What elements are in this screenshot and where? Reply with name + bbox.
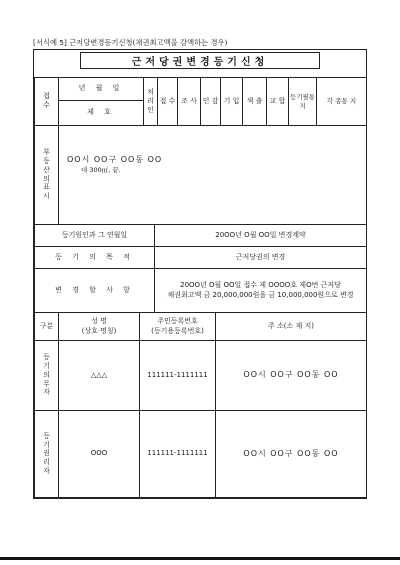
col-various-notice: 각 종통 지	[317, 78, 367, 126]
property-address: OO시 OO구 OO동 OO	[67, 155, 163, 164]
property-label: 부동산의표시	[35, 126, 59, 225]
matter-label: 변 경 할 사 항	[35, 269, 155, 313]
col-index: 색 출	[243, 78, 267, 126]
cause-value: 20OO년 O월 OO일 변경계약	[155, 225, 367, 247]
receipt-table	[34, 77, 367, 126]
obligor-address: OO시 OO구 OO동 OO	[216, 341, 367, 411]
matter-line-2: 채권최고액 금 20,000,000원을 금 10,000,000원으로 변경	[167, 290, 354, 299]
form-caption: [서식예 5] 근저당변경등기신청(채권최고액을 감액하는 경우)	[33, 38, 228, 47]
header-name: 성 명	[91, 317, 107, 326]
matter-line-1: 20OO년 O월 OO일 접수 제 OOOO호 제O번 근저당	[180, 281, 341, 290]
receipt-number: 제 호	[59, 101, 144, 126]
holder-id: 111111-1111111	[140, 411, 216, 498]
purpose-label: 등 기 의 목 적	[35, 247, 155, 269]
receipt-date: 년 월 일	[59, 78, 144, 101]
col-inspect: 조 사	[178, 78, 201, 126]
col-completion-notice: 등기필통지	[289, 78, 317, 126]
obligor-label: 등기의무자	[35, 341, 59, 411]
receipt-label: 접 수	[35, 78, 59, 126]
application-table	[34, 224, 367, 313]
cause-label: 등기원인과 그 연월일	[35, 225, 155, 247]
page-bottom-rule	[0, 557, 400, 560]
col-seal: 인 감	[201, 78, 221, 126]
header-division: 구분	[35, 313, 59, 341]
header-id: 주민등록번호	[157, 317, 198, 326]
header-name-sub: (상호·명칭)	[81, 326, 117, 335]
property-table	[34, 125, 367, 225]
parties-table	[34, 312, 367, 498]
obligor-name: △△△	[59, 341, 140, 411]
form-title: 근저당권변경등기신청	[80, 52, 320, 69]
property-detail: 대 300㎡, 끝.	[81, 165, 121, 174]
header-address: 주 소(소 재 지)	[216, 313, 367, 341]
holder-address: OO시 OO구 OO동 OO	[216, 411, 367, 498]
obligor-id: 111111-1111111	[140, 341, 216, 411]
col-check: 교 합	[267, 78, 289, 126]
handler-label: 처리인	[144, 78, 158, 126]
holder-label: 등기권리자	[35, 411, 59, 498]
col-receipt: 접 수	[158, 78, 178, 126]
holder-name: OOO	[59, 411, 140, 498]
header-id-sub: (등기용등록번호)	[151, 326, 204, 335]
col-entry: 기 입	[221, 78, 243, 126]
purpose-value: 근저당권의 변경	[155, 247, 367, 269]
